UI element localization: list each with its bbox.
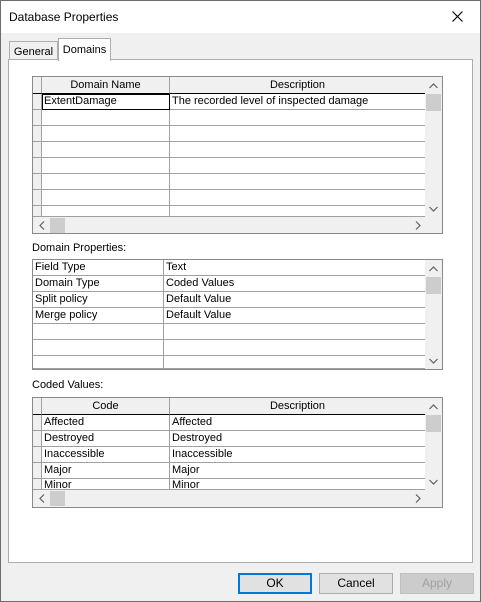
code-description-cell[interactable]: Minor	[170, 479, 426, 490]
code-description-cell[interactable]: Affected	[170, 415, 426, 431]
code-cell[interactable]: Minor	[42, 479, 170, 490]
property-name-cell[interactable]: Split policy	[33, 292, 164, 308]
row-header-corner	[33, 398, 42, 415]
scroll-thumb[interactable]	[50, 491, 65, 506]
scroll-up-button[interactable]	[425, 398, 442, 415]
domain-description-cell[interactable]	[170, 206, 426, 217]
domain-description-cell[interactable]	[170, 158, 426, 174]
row-header[interactable]	[33, 142, 42, 158]
row-header[interactable]	[33, 126, 42, 142]
coded-values-horizontal-scrollbar[interactable]	[33, 490, 426, 507]
arrow-down-icon	[429, 358, 438, 364]
code-cell[interactable]: Affected	[42, 415, 170, 431]
scroll-up-button[interactable]	[425, 260, 442, 277]
domain-properties-label: Domain Properties:	[32, 242, 127, 254]
ok-button[interactable]: OK	[238, 573, 312, 594]
row-header[interactable]	[33, 415, 42, 431]
property-name-cell[interactable]: Domain Type	[33, 276, 164, 292]
domain-description-cell[interactable]	[170, 190, 426, 206]
domain-name-cell[interactable]	[42, 142, 170, 158]
arrow-down-icon	[429, 479, 438, 485]
domain-name-cell[interactable]	[42, 110, 170, 126]
scroll-down-button[interactable]	[425, 473, 442, 490]
property-value-cell[interactable]: Default Value	[164, 308, 426, 324]
domain-description-cell[interactable]	[170, 174, 426, 190]
row-header[interactable]	[33, 174, 42, 190]
row-header[interactable]	[33, 110, 42, 126]
column-header-description[interactable]: Description	[170, 77, 426, 94]
domain-name-cell[interactable]	[42, 126, 170, 142]
domains-vertical-scrollbar[interactable]	[425, 77, 442, 217]
column-header-code[interactable]: Code	[42, 398, 170, 415]
domain-properties-grid[interactable]	[32, 259, 443, 370]
domain-name-cell[interactable]	[42, 190, 170, 206]
scroll-corner	[426, 217, 443, 234]
tab-domains[interactable]	[58, 38, 111, 61]
scroll-thumb[interactable]	[50, 218, 65, 233]
domain-description-cell[interactable]	[170, 126, 426, 142]
title-bar	[1, 1, 480, 33]
domain-name-cell[interactable]: ExtentDamage	[42, 94, 170, 110]
coded-values-vertical-scrollbar[interactable]	[425, 398, 442, 490]
scroll-down-button[interactable]	[425, 352, 442, 369]
property-value-cell[interactable]: Default Value	[164, 292, 426, 308]
row-header-corner	[33, 77, 42, 94]
cancel-button[interactable]: Cancel	[319, 573, 393, 594]
apply-button[interactable]: Apply	[400, 573, 474, 594]
property-value-cell[interactable]	[164, 324, 426, 340]
scroll-left-button[interactable]	[33, 217, 50, 234]
domain-name-cell[interactable]	[42, 174, 170, 190]
property-name-cell[interactable]: Field Type	[33, 260, 164, 276]
domain-description-cell[interactable]: The recorded level of inspected damage	[170, 94, 426, 110]
arrow-right-icon	[415, 221, 421, 230]
domains-horizontal-scrollbar[interactable]	[33, 217, 426, 234]
code-description-cell[interactable]: Inaccessible	[170, 447, 426, 463]
row-header[interactable]	[33, 463, 42, 479]
close-icon	[452, 11, 463, 22]
domain-name-cell[interactable]	[42, 206, 170, 217]
scroll-thumb[interactable]	[426, 415, 441, 432]
row-header[interactable]	[33, 447, 42, 463]
code-cell[interactable]: Destroyed	[42, 431, 170, 447]
domains-grid[interactable]	[32, 76, 443, 234]
column-header-domain-name[interactable]: Domain Name	[42, 77, 170, 94]
tab-domains-label: Domains	[62, 44, 107, 56]
code-description-cell[interactable]: Major	[170, 463, 426, 479]
tab-general[interactable]	[9, 41, 58, 61]
scroll-thumb[interactable]	[426, 277, 441, 294]
row-header[interactable]	[33, 431, 42, 447]
row-header[interactable]	[33, 190, 42, 206]
column-header-description[interactable]: Description	[170, 398, 426, 415]
domain-name-cell[interactable]	[42, 158, 170, 174]
property-value-cell[interactable]: Text	[164, 260, 426, 276]
window-title: Database Properties	[9, 10, 119, 24]
scroll-thumb[interactable]	[426, 94, 441, 111]
arrow-right-icon	[415, 494, 421, 503]
property-value-cell[interactable]	[164, 340, 426, 356]
arrow-left-icon	[39, 221, 45, 230]
row-header[interactable]	[33, 94, 42, 110]
property-name-cell[interactable]	[33, 324, 164, 340]
scroll-left-button[interactable]	[33, 490, 50, 507]
code-description-cell[interactable]: Destroyed	[170, 431, 426, 447]
arrow-down-icon	[429, 206, 438, 212]
scroll-right-button[interactable]	[409, 490, 426, 507]
properties-vertical-scrollbar[interactable]	[425, 260, 442, 369]
property-value-cell[interactable]	[164, 356, 426, 369]
code-cell[interactable]: Major	[42, 463, 170, 479]
domain-description-cell[interactable]	[170, 142, 426, 158]
arrow-up-icon	[429, 404, 438, 410]
arrow-up-icon	[429, 266, 438, 272]
close-button[interactable]	[434, 1, 480, 32]
coded-values-label: Coded Values:	[32, 379, 104, 391]
row-header[interactable]	[33, 158, 42, 174]
row-header[interactable]	[33, 206, 42, 217]
domain-description-cell[interactable]	[170, 110, 426, 126]
property-name-cell[interactable]	[33, 356, 164, 369]
code-cell[interactable]: Inaccessible	[42, 447, 170, 463]
scroll-down-button[interactable]	[425, 200, 442, 217]
arrow-left-icon	[39, 494, 45, 503]
arrow-up-icon	[429, 83, 438, 89]
scroll-up-button[interactable]	[425, 77, 442, 94]
scroll-corner	[426, 490, 443, 507]
coded-values-grid[interactable]	[32, 397, 443, 508]
property-name-cell[interactable]	[33, 340, 164, 356]
tab-general-label: General	[13, 45, 54, 58]
row-header[interactable]	[33, 479, 42, 490]
property-name-cell[interactable]: Merge policy	[33, 308, 164, 324]
property-value-cell[interactable]: Coded Values	[164, 276, 426, 292]
scroll-right-button[interactable]	[409, 217, 426, 234]
